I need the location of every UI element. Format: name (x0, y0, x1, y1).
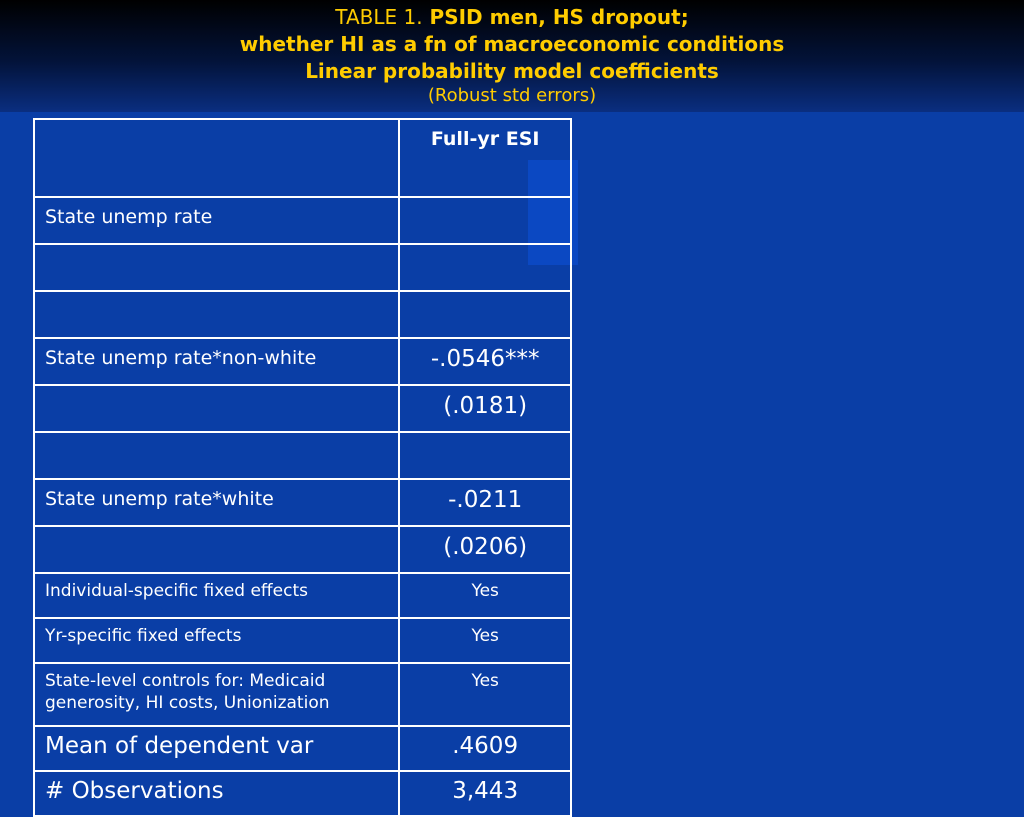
coefficient-table (33, 118, 572, 817)
table-row (34, 432, 571, 479)
row-value: (.0206) (399, 526, 571, 573)
table-header-row (34, 119, 571, 197)
row-label (34, 432, 399, 479)
table-row (34, 663, 571, 726)
column-header: Full-yr ESI (399, 119, 571, 197)
title-line-1 (0, 4, 1024, 31)
row-label (34, 244, 399, 291)
row-value: (.0181) (399, 385, 571, 432)
title-subtitle: (Robust std errors) (427, 85, 597, 106)
row-label: State unemp rate*non-white (34, 338, 399, 385)
row-value (399, 432, 571, 479)
row-label (34, 526, 399, 573)
table-row (34, 526, 571, 573)
table-row (34, 385, 571, 432)
slide-title (0, 4, 1024, 107)
row-label: # Observations (34, 771, 399, 816)
row-label: Yr-specific fixed effects (34, 618, 399, 663)
row-label: State unemp rate (34, 197, 399, 244)
table-row (34, 618, 571, 663)
row-label: State unemp rate*white (34, 479, 399, 526)
table-row (34, 197, 571, 244)
row-label: Individual-specific fixed effects (34, 573, 399, 618)
table-row (34, 291, 571, 338)
title-prefix: TABLE 1. (335, 5, 423, 29)
row-value (399, 197, 571, 244)
title-main: PSID men, HS dropout; (429, 5, 689, 29)
header-blank-cell (34, 119, 399, 197)
title-line-3: Linear probability model coefficients (305, 59, 719, 83)
table-row (34, 573, 571, 618)
row-label: Mean of dependent var (34, 726, 399, 771)
table-row (34, 244, 571, 291)
row-value: -.0546*** (399, 338, 571, 385)
table-row (34, 726, 571, 771)
title-line-2: whether HI as a fn of macroeconomic conditions (239, 32, 785, 56)
row-label: State-level controls for: Medicaid generosity, HI costs, Unionization (34, 663, 399, 726)
row-value: 3,443 (399, 771, 571, 816)
row-value (399, 244, 571, 291)
row-label (34, 291, 399, 338)
row-value: Yes (399, 573, 571, 618)
table-row (34, 771, 571, 816)
row-label (34, 385, 399, 432)
table-row (34, 338, 571, 385)
row-value: Yes (399, 618, 571, 663)
table-row (34, 479, 571, 526)
row-value: -.0211 (399, 479, 571, 526)
row-value: .4609 (399, 726, 571, 771)
row-value: Yes (399, 663, 571, 726)
row-value (399, 291, 571, 338)
